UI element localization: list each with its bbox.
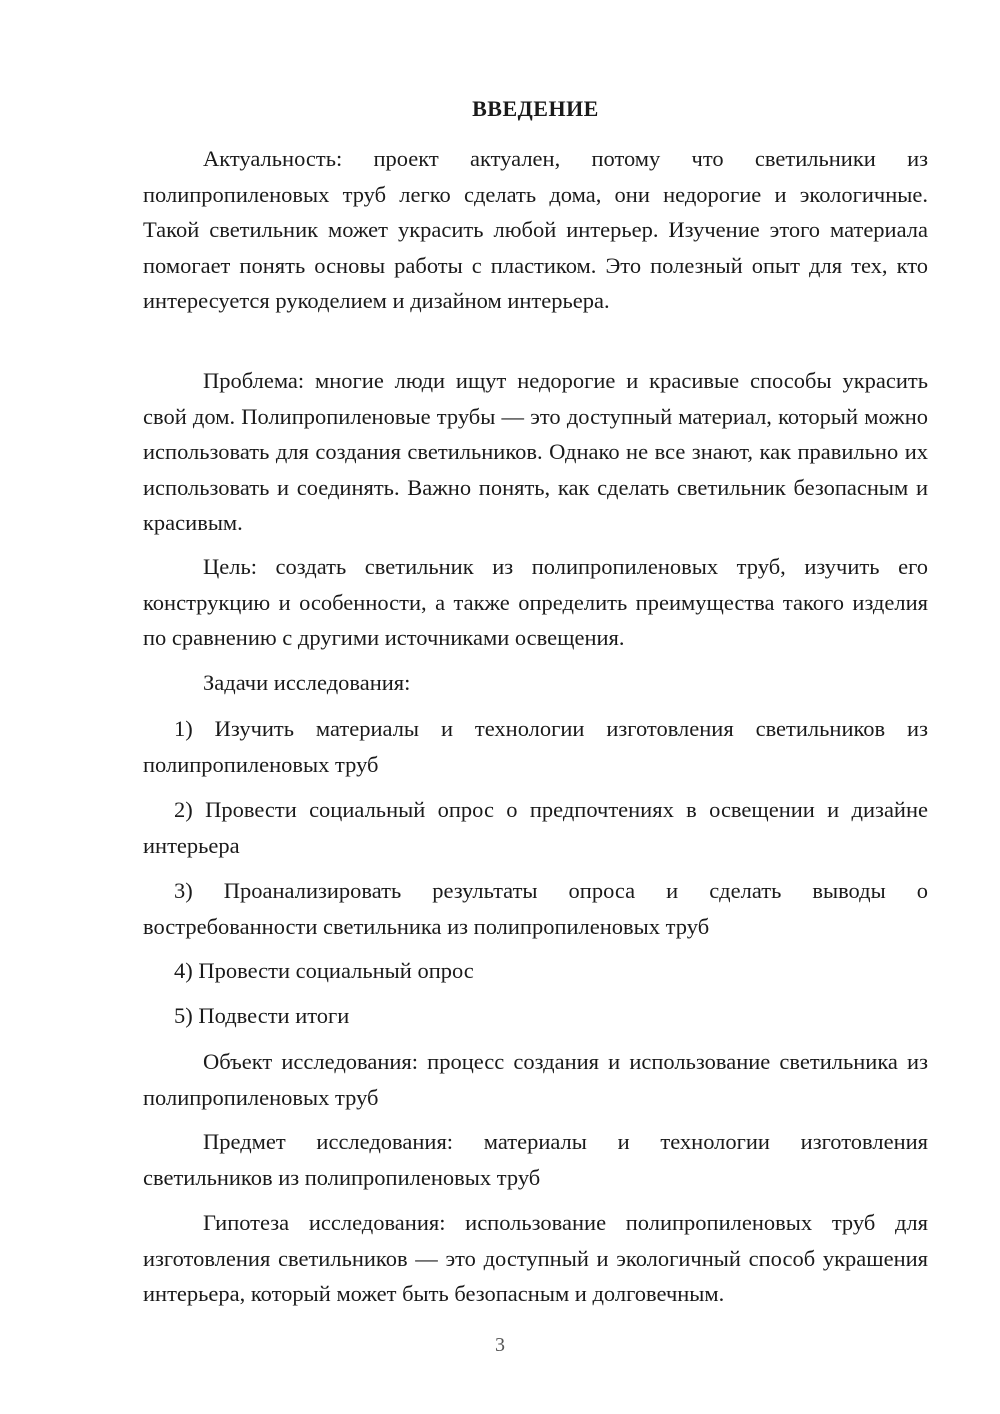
list-item-task-3: 3) Проанализировать результаты опроса и сделать выводы о востребованности светильника из полипропиленовых труб bbox=[143, 878, 928, 939]
page-title: ВВЕДЕНИЕ bbox=[472, 96, 599, 121]
paragraph-goal: Цель: создать светильник из полипропиленовых труб, изучить его конструкцию и особенности, а также определить преимущества такого изделия по сравнению с другими источниками освещения. bbox=[143, 554, 928, 650]
paragraph-problem: Проблема: многие люди ищут недорогие и красивые способы украсить свой дом. Полипропиленовые трубы — это доступный материал, который можно использовать для создания светильников. Однако не все знают, как правильно их использовать и соединять. Важно понять, как сделать светильник безопасным и красивым. bbox=[143, 368, 928, 535]
paragraph-tasks-heading: Задачи исследования: bbox=[203, 670, 411, 695]
paragraph-subject: Предмет исследования: материалы и технологии изготовления светильников из полипропиленовых труб bbox=[143, 1129, 928, 1190]
list-item-task-2: 2) Провести социальный опрос о предпочтениях в освещении и дизайне интерьера bbox=[143, 797, 928, 858]
paragraph-object: Объект исследования: процесс создания и использование светильника из полипропиленовых труб bbox=[143, 1049, 928, 1110]
list-item-task-5: 5) Подвести итоги bbox=[174, 1003, 350, 1028]
paragraph-hypothesis: Гипотеза исследования: использование полипропиленовых труб для изготовления светильников — это доступный и экологичный способ украшения интерьера, который может быть безопасным и долговечным. bbox=[143, 1210, 928, 1306]
page-number: 3 bbox=[495, 1334, 505, 1356]
paragraph-relevance: Актуальность: проект актуален, потому что светильники из полипропиленовых труб легко сделать дома, они недорогие и экологичные. Такой светильник может украсить любой интерьер. Изучение этого материала помогает понять основы работы с пластиком. Это полезный опыт для тех, кто интересуется рукоделием и дизайном интерьера. bbox=[143, 146, 928, 313]
list-item-task-4: 4) Провести социальный опрос bbox=[174, 958, 474, 983]
list-item-task-1: 1) Изучить материалы и технологии изготовления светильников из полипропиленовых труб bbox=[143, 716, 928, 777]
